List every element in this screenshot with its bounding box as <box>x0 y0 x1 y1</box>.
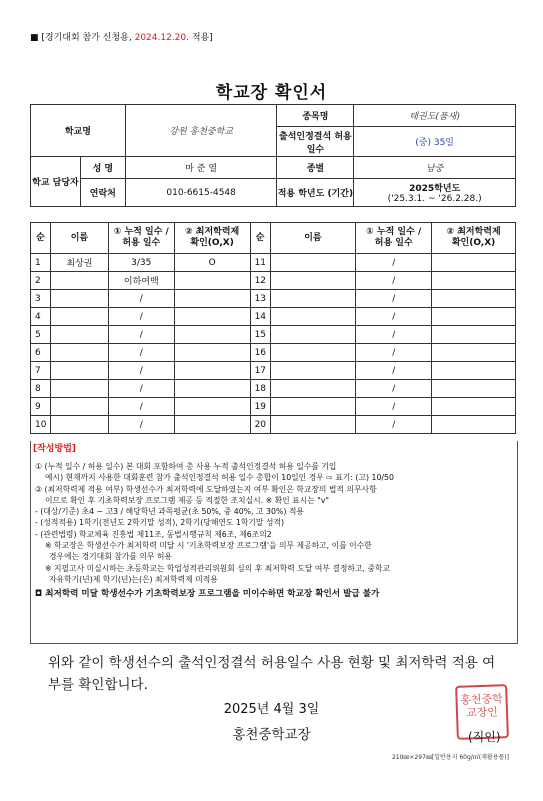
col-min-right-line1: ② 최저학력제 <box>446 227 501 237</box>
note-line: - (대상/기준) 초4 ~ 고3 / 해당학년 과목평균(초 50%, 중 40%, 고 30%) 적용 <box>35 507 304 517</box>
cell-min: O <box>174 254 250 272</box>
paper-spec: 210㎜×297㎜[일반용지 60g/㎡(재활용품)] <box>391 754 509 761</box>
note-line: - (성적적용) 1학기(전년도 2학기말 성적), 2학기(당해연도 1학기말 성적) <box>35 518 285 528</box>
table-row <box>31 308 516 326</box>
cell-min <box>174 398 250 416</box>
manager-label: 학교 담당자 <box>31 157 81 207</box>
cell-days: / <box>356 272 432 290</box>
cell-days: / <box>356 290 432 308</box>
cell-days: / <box>108 380 174 398</box>
cell-min <box>432 290 516 308</box>
note-line: 예시) 현재까지 사용한 대회훈련 참가 출석인정결석 허용 일수 총합이 10일인 경우 ⇨ 표기: (고) 10/50 <box>45 473 394 483</box>
notes-tag: [작성방법] <box>33 444 77 454</box>
col-name: 이름 <box>50 223 108 254</box>
cell-days: / <box>356 416 432 434</box>
school-label: 학교명 <box>31 105 126 157</box>
seal-label: (직인) <box>468 730 501 744</box>
cell-min <box>174 362 250 380</box>
note-line: ② (최저학력제 적용 여부) 학생선수가 최저학력에 도달하였는지 여부 확인은 학교장의 법적 의무사항 <box>35 484 377 494</box>
gender-label: 종별 <box>277 157 354 179</box>
col-min-right <box>432 223 516 254</box>
notes-last-line: ◘ 최저학력 미달 학생선수가 기초학력보장 프로그램을 미이수하면 학교장 확인서 발급 불가 <box>35 589 380 600</box>
cell-days: / <box>108 308 174 326</box>
cell-name <box>270 254 356 272</box>
col-min-line2: 확인(O,X) <box>190 238 234 248</box>
form-header <box>30 30 213 43</box>
cell-name <box>50 380 108 398</box>
allow-value: (중) 35일 <box>354 127 516 157</box>
cell-min <box>174 290 250 308</box>
note-line: 경우에는 경기대회 참가를 의무 허용 <box>49 552 172 562</box>
cell-min <box>174 344 250 362</box>
seal-text: 홍천중학교장인 <box>460 692 504 720</box>
cell-name <box>270 326 356 344</box>
document-title: 학교장 확인서 <box>215 83 328 103</box>
cell-min <box>174 380 250 398</box>
cell-name <box>270 398 356 416</box>
cell-days: / <box>108 362 174 380</box>
note-line: 자유학기(년)제 학기(년)는(은) 최저학력제 미적용 <box>49 574 218 584</box>
table-row <box>31 362 516 380</box>
cell-name: 최상권 <box>50 254 108 272</box>
col-name-right: 이름 <box>270 223 356 254</box>
cell-name <box>50 344 108 362</box>
sign-date: 2025년 4월 3일 <box>223 702 320 717</box>
note-line: 이므로 확인 후 기초학력보장 프로그램 제공 등 적절한 조치실시. ※ 확인 표시는 "v" <box>45 495 330 505</box>
col-min-line1: ② 최저학력제 <box>185 227 240 237</box>
cell-min <box>432 326 516 344</box>
school-value: 강원 홍천중학교 <box>125 105 277 157</box>
cell-days: / <box>108 290 174 308</box>
table-row <box>31 272 516 290</box>
cell-days: / <box>356 326 432 344</box>
col-min <box>174 223 250 254</box>
cell-min <box>432 398 516 416</box>
cell-name <box>270 362 356 380</box>
cell-days: / <box>356 254 432 272</box>
cell-days: / <box>108 344 174 362</box>
gender-value: 남중 <box>354 157 516 179</box>
cell-no: 19 <box>250 398 270 416</box>
cell-days: 이하여백 <box>108 272 174 290</box>
cell-no: 20 <box>250 416 270 434</box>
cell-min <box>432 380 516 398</box>
cell-min <box>174 308 250 326</box>
cell-min <box>432 308 516 326</box>
cell-no: 3 <box>31 290 51 308</box>
col-days-line1: ① 누적 일수 / <box>113 227 169 237</box>
cell-no: 12 <box>250 272 270 290</box>
cell-no: 9 <box>31 398 51 416</box>
cell-days: / <box>108 416 174 434</box>
name-value: 마 준 열 <box>125 157 277 179</box>
table-row <box>31 290 516 308</box>
cell-no: 5 <box>31 326 51 344</box>
contact-value: 010-6615-4548 <box>125 179 277 207</box>
notes-body <box>35 461 513 601</box>
cell-min <box>174 326 250 344</box>
header-prefix: [경기대회 참가 신청용, <box>41 33 135 43</box>
col-days <box>108 223 174 254</box>
cell-days: / <box>356 380 432 398</box>
note-line: ① (누적 일수 / 허용 일수) 본 대회 포함하여 총 사용 누적 출석인정결석 허용 일수를 기입 <box>35 462 337 471</box>
signer: 홍천중학교장 <box>232 727 311 743</box>
sport-label: 종목명 <box>277 105 354 127</box>
table-row <box>31 398 516 416</box>
table-row <box>31 344 516 362</box>
table-row <box>31 416 516 434</box>
year-period: ('25.3.1. ~ '26.2.28.) <box>387 194 482 204</box>
sport-value: 태권도(품새) <box>354 105 516 127</box>
cell-name <box>50 362 108 380</box>
cell-no: 6 <box>31 344 51 362</box>
col-days-line2: 허용 일수 <box>122 238 161 248</box>
header-date: 2024.12.20. <box>134 33 189 43</box>
cell-no: 7 <box>31 362 51 380</box>
note-line: ※ 지필고사 미실시하는 초등학교는 학업성적관리위원회 심의 후 최저학력 도달 여부 결정하고, 중학교 <box>45 563 391 573</box>
cell-days: / <box>108 326 174 344</box>
header-suffix: 적용] <box>189 33 213 43</box>
cell-min <box>174 416 250 434</box>
cell-name <box>50 326 108 344</box>
cell-days: / <box>356 398 432 416</box>
cell-no: 17 <box>250 362 270 380</box>
cell-min <box>174 272 250 290</box>
cell-no: 16 <box>250 344 270 362</box>
cell-min <box>432 272 516 290</box>
cell-min <box>432 416 516 434</box>
note-line: ※ 학교장은 학생선수가 최저학력 미달 시 '기초학력보장 프로그램'을 의무 제공하고, 이를 이수한 <box>45 541 372 551</box>
col-no-right: 순 <box>250 223 270 254</box>
year-label: 적용 학년도 (기간) <box>277 179 354 207</box>
bullet: ■ <box>30 33 39 43</box>
cell-name <box>270 308 356 326</box>
table-row <box>31 380 516 398</box>
cell-min <box>432 362 516 380</box>
year-cell <box>354 179 516 207</box>
allow-label: 출석인정결석 허용 일수 <box>277 127 354 157</box>
col-days-right <box>356 223 432 254</box>
cell-name <box>50 416 108 434</box>
cell-days: / <box>108 398 174 416</box>
cell-no: 10 <box>31 416 51 434</box>
cell-no: 18 <box>250 380 270 398</box>
cell-name <box>50 272 108 290</box>
col-min-right-line2: 확인(O,X) <box>451 238 496 248</box>
name-label: 성 명 <box>80 157 125 179</box>
cell-days: / <box>356 308 432 326</box>
table-row <box>31 326 516 344</box>
confirm-text: 위와 같이 학생선수의 출석인정결석 허용일수 사용 현황 및 최저학력 적용 여부를 확인합니다. <box>48 655 496 693</box>
col-no: 순 <box>31 223 51 254</box>
student-table <box>30 222 516 434</box>
notes-box <box>30 441 518 644</box>
col-days-right-line1: ① 누적 일수 / <box>366 227 422 237</box>
cell-name <box>50 398 108 416</box>
cell-days: / <box>356 362 432 380</box>
cell-name <box>270 380 356 398</box>
cell-no: 13 <box>250 290 270 308</box>
cell-no: 1 <box>31 254 51 272</box>
year-value: 2025학년도 <box>409 184 461 194</box>
col-days-right-line2: 허용 일수 <box>374 238 413 248</box>
cell-name <box>270 290 356 308</box>
cell-no: 2 <box>31 272 51 290</box>
cell-no: 15 <box>250 326 270 344</box>
cell-min <box>432 344 516 362</box>
cell-no: 4 <box>31 308 51 326</box>
cell-name <box>270 344 356 362</box>
cell-no: 14 <box>250 308 270 326</box>
table-row <box>31 254 516 272</box>
cell-days: / <box>356 344 432 362</box>
cell-name <box>50 308 108 326</box>
cell-name <box>270 416 356 434</box>
cell-min <box>432 254 516 272</box>
cell-days: 3/35 <box>108 254 174 272</box>
cell-name <box>50 290 108 308</box>
cell-no: 11 <box>250 254 270 272</box>
contact-label: 연락처 <box>80 179 125 207</box>
note-line: - (관련법령) 학교체육 진흥법 제11조, 동법시행규칙 제6조, 제6조의2 <box>35 529 272 539</box>
cell-no: 8 <box>31 380 51 398</box>
cell-name <box>270 272 356 290</box>
info-table <box>30 104 516 207</box>
